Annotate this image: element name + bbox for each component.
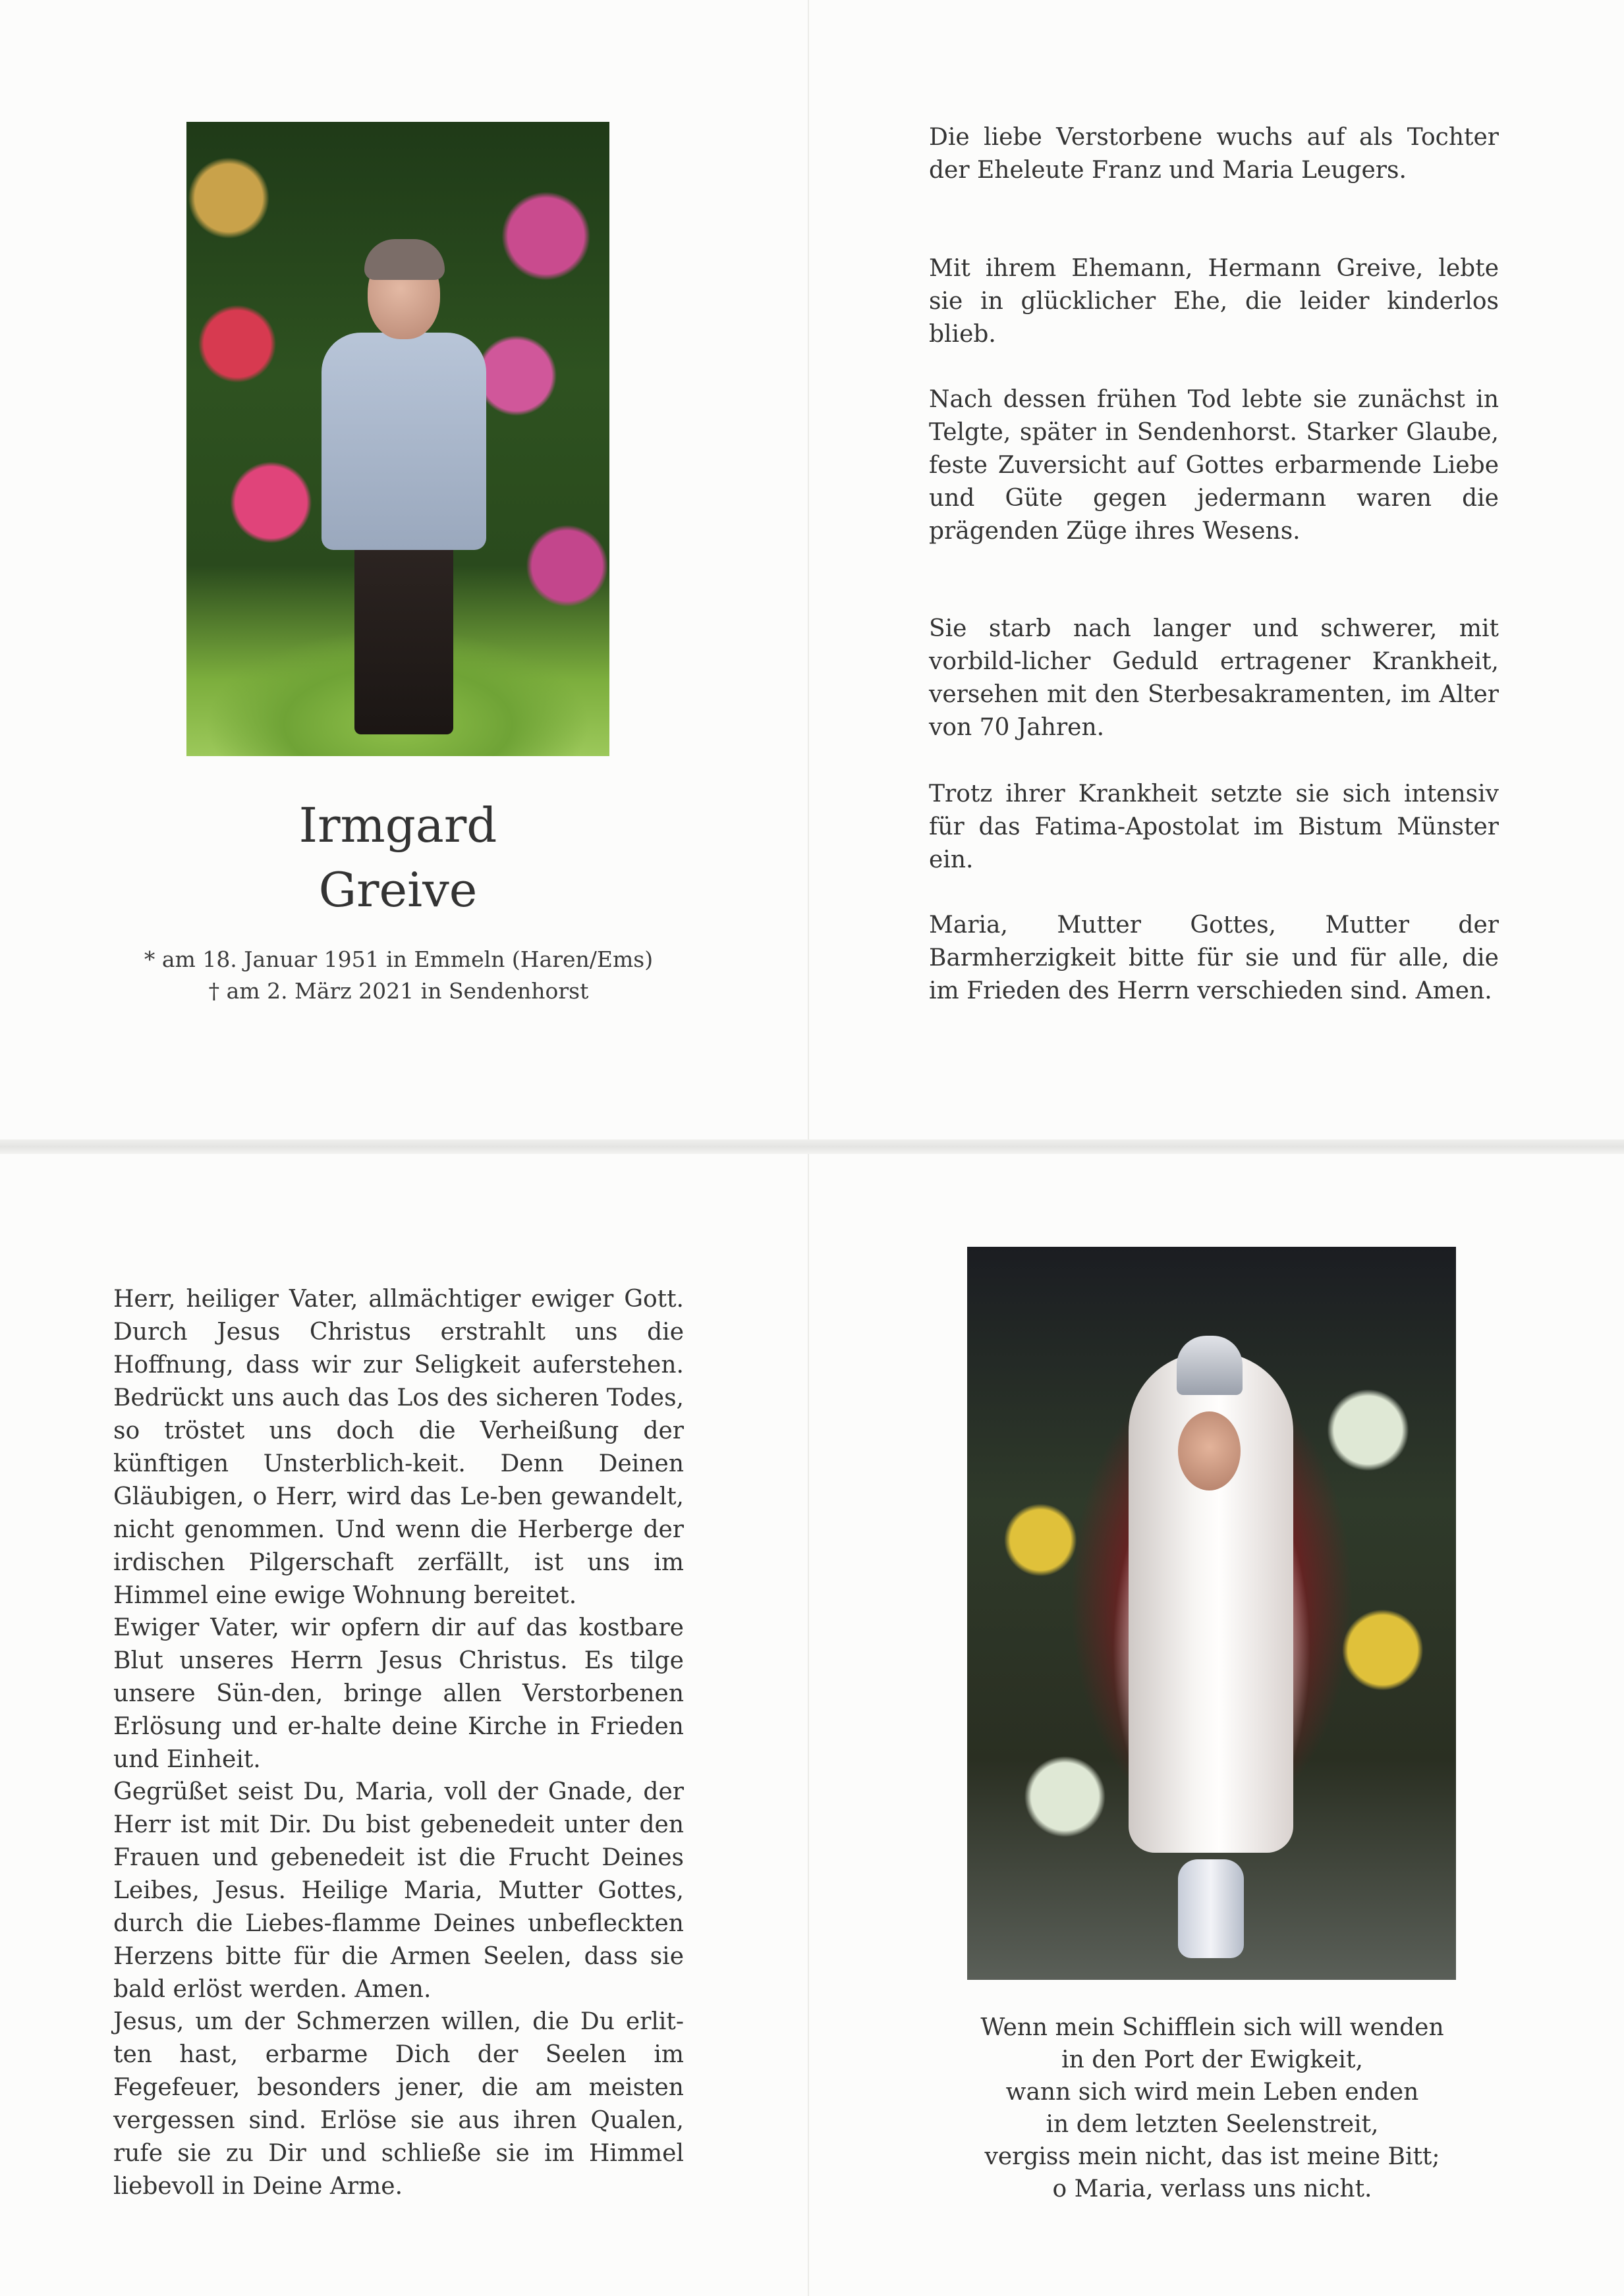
biography-paragraph: Nach dessen frühen Tod lebte sie zunächst in Telgte, später in Sendenhorst. Starker Glaube, feste Zuversicht auf Gottes erbarmende Liebe und Güte gegen jedermann waren die prägenden Züge ihres Wesens. bbox=[929, 386, 1499, 545]
biography-paragraph: Sie starb nach langer und schwerer, mit vorbild-licher Geduld ertragener Krankheit, versehen mit den Sterbesakramenten, im Alter von 70 Jahren. bbox=[929, 615, 1499, 741]
prayer-paragraph: Jesus, um der Schmerzen willen, die Du erlit-ten hast, erbarme Dich der Seelen im Fegefeuer, besonders jener, die am meisten vergessen sind. Erlöse sie aus ihren Qualen, rufe sie zu Dir und schließe sie im Himmel liebevoll in Deine Arme. bbox=[113, 2008, 684, 2200]
prayer-paragraph: Gegrüßet seist Du, Maria, voll der Gnade, der Herr ist mit Dir. Du bist gebenedeit unter den Frauen und gebenedeit ist die Frucht Deines Leibes, Jesus. Heilige Maria, Mutter Gottes, durch die Liebes-flamme Deines unbefleckten Herzens bitte für die Armen Seelen, dass sie bald erlöst werden. Amen. bbox=[113, 1778, 684, 2003]
closing-prayer-paragraph: Maria, Mutter Gottes, Mutter der Barmherzigkeit bitte für sie und für alle, die im Frieden des Herrn verschieden sind. Amen. bbox=[929, 912, 1499, 1004]
fold-line-bottom bbox=[808, 1154, 809, 2296]
birth-date-line: * am 18. Januar 1951 in Emmeln (Haren/Ems) bbox=[144, 946, 654, 972]
vase-icon bbox=[1178, 1859, 1244, 1958]
death-date-line: † am 2. März 2021 in Sendenhorst bbox=[208, 978, 589, 1004]
prayer-paragraph: Ewiger Vater, wir opfern dir auf das kostbare Blut unseres Herrn Jesus Christus. Es tilge unsere Sün-den, bringe allen Verstorbenen Erlösung und er-halte deine Kirche in Frieden und Einheit. bbox=[113, 1614, 684, 1773]
deceased-first-name: Irmgard bbox=[298, 798, 497, 853]
biography-paragraph: Die liebe Verstorbene wuchs auf als Tochter der Eheleute Franz und Maria Leugers. bbox=[929, 124, 1499, 184]
portrait-figure-legs bbox=[354, 537, 453, 734]
portrait-figure-body bbox=[322, 333, 486, 550]
verse-line: o Maria, verlass uns nicht. bbox=[1052, 2175, 1372, 2202]
statue-face bbox=[1178, 1411, 1241, 1490]
biography-paragraph: Trotz ihrer Krankheit setzte sie sich intensiv für das Fatima-Apostolat im Bistum Münster ein. bbox=[929, 780, 1499, 873]
verse-line: wann sich wird mein Leben enden bbox=[1005, 2079, 1419, 2106]
biography-paragraph: Mit ihrem Ehemann, Hermann Greive, lebte sie in glücklicher Ehe, die leider kinderlos blieb. bbox=[929, 255, 1499, 348]
deceased-last-name: Greive bbox=[318, 862, 478, 917]
verse-line: in den Port der Ewigkeit, bbox=[1061, 2046, 1363, 2073]
portrait-photo bbox=[186, 122, 609, 756]
verse-line: in dem letzten Seelenstreit, bbox=[1046, 2111, 1379, 2138]
verse-line: Wenn mein Schifflein sich will wenden bbox=[980, 2014, 1444, 2041]
crown-icon bbox=[1177, 1336, 1243, 1395]
scan-gap bbox=[0, 1139, 1624, 1154]
portrait-figure-hair bbox=[364, 239, 445, 280]
fold-line-top bbox=[808, 0, 809, 1139]
madonna-statue-photo bbox=[967, 1247, 1456, 1980]
verse-line: vergiss mein nicht, das ist meine Bitt; bbox=[984, 2143, 1440, 2170]
prayer-paragraph: Herr, heiliger Vater, allmächtiger ewiger Gott. Durch Jesus Christus erstrahlt uns die Hoffnung, dass wir zur Seligkeit auferstehen. Bedrückt uns auch das Los des sicheren Todes, so tröstet uns doch die Verheißung der künftigen Unsterblich-keit. Denn Deinen Gläubigen, o Herr, wird das Le-ben gewandelt, nicht genommen. Und wenn die Herberge der irdischen Pilgerschaft zerfällt, ist uns im Himmel eine ewige Wohnung bereitet. bbox=[113, 1286, 684, 1609]
